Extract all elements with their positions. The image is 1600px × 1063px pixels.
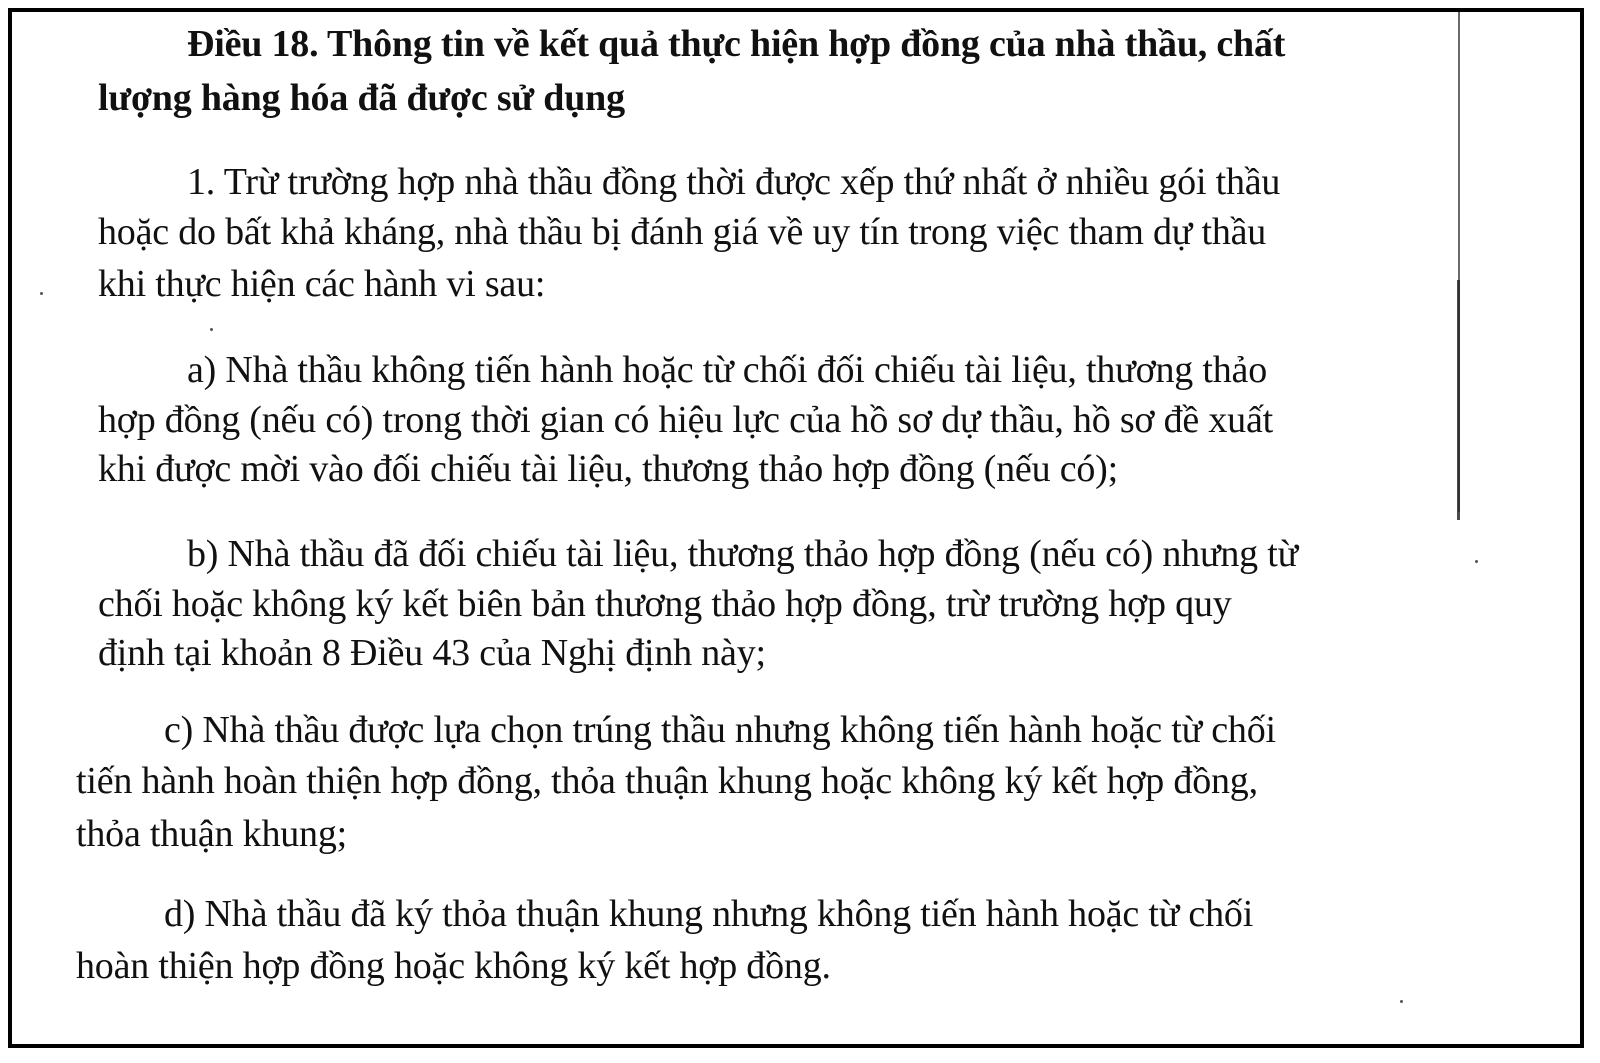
- item-b-line-3: định tại khoản 8 Điều 43 của Nghị định này;: [98, 632, 766, 674]
- scan-speck: [1400, 1000, 1403, 1003]
- item-c-line-2: tiến hành hoàn thiện hợp đồng, thỏa thuận khung hoặc không ký kết hợp đồng,: [76, 760, 1258, 802]
- item-a-line-1: a) Nhà thầu không tiến hành hoặc từ chối đối chiếu tài liệu, thương thảo: [187, 349, 1267, 391]
- scan-speck: [1475, 560, 1478, 563]
- item-b-line-2: chối hoặc không ký kết biên bản thương thảo hợp đồng, trừ trường hợp quy: [98, 583, 1232, 625]
- article-heading-line-2: lượng hàng hóa đã được sử dụng: [98, 77, 625, 119]
- item-b-line-1: b) Nhà thầu đã đối chiếu tài liệu, thương thảo hợp đồng (nếu có) nhưng từ: [187, 533, 1299, 575]
- item-d-line-2: hoàn thiện hợp đồng hoặc không ký kết hợp đồng.: [76, 945, 831, 987]
- item-a-line-3: khi được mời vào đối chiếu tài liệu, thương thảo hợp đồng (nếu có);: [98, 448, 1118, 490]
- clause-1-line-3: khi thực hiện các hành vi sau:: [98, 263, 546, 305]
- item-a-line-2: hợp đồng (nếu có) trong thời gian có hiệu lực của hồ sơ dự thầu, hồ sơ đề xuất: [98, 399, 1273, 441]
- scan-speck: [40, 292, 43, 295]
- scan-speck: [210, 328, 213, 331]
- clause-1-line-1: 1. Trừ trường hợp nhà thầu đồng thời được xếp thứ nhất ở nhiều gói thầu: [187, 161, 1281, 203]
- item-c-line-3: thỏa thuận khung;: [76, 813, 348, 855]
- article-heading-line-1: Điều 18. Thông tin về kết quả thực hiện hợp đồng của nhà thầu, chất: [187, 23, 1286, 65]
- clause-1-line-2: hoặc do bất khả kháng, nhà thầu bị đánh giá về uy tín trong việc tham dự thầu: [98, 211, 1267, 253]
- item-d-line-1: d) Nhà thầu đã ký thỏa thuận khung nhưng không tiến hành hoặc từ chối: [164, 893, 1254, 935]
- item-c-line-1: c) Nhà thầu được lựa chọn trúng thầu nhưng không tiến hành hoặc từ chối: [164, 709, 1276, 751]
